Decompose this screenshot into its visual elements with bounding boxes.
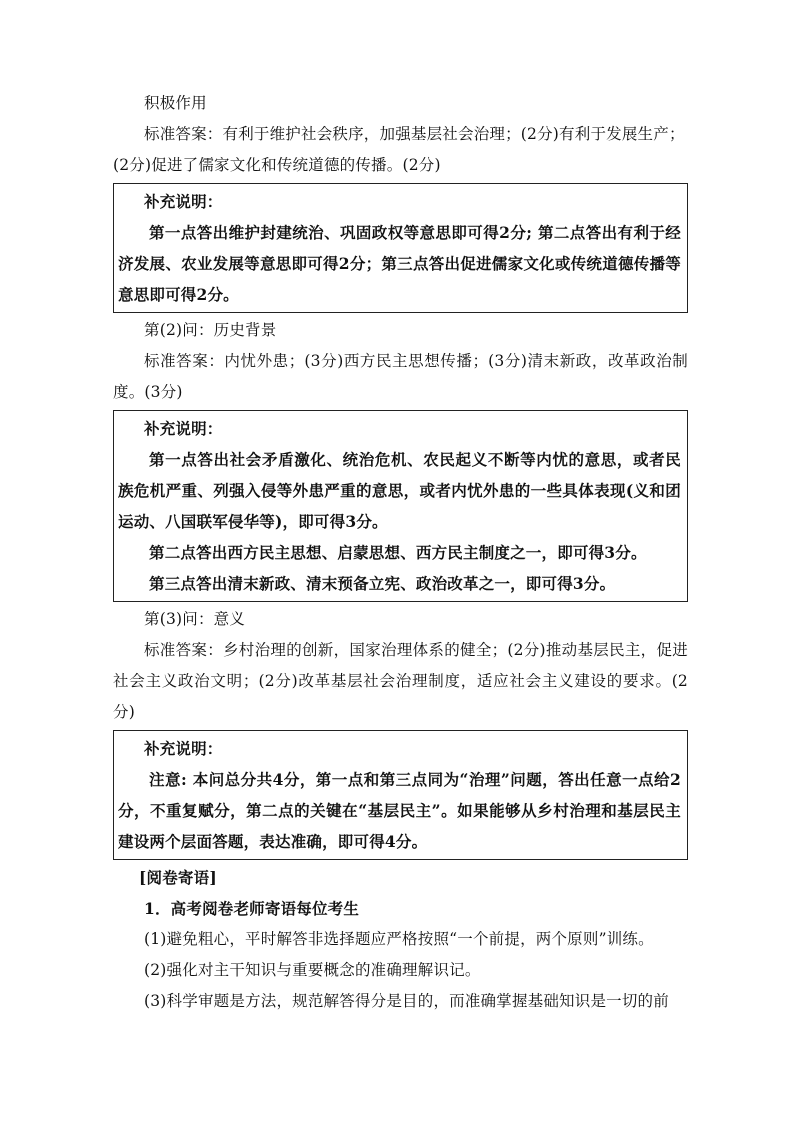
part1-note-box xyxy=(113,183,688,313)
part2-note-p2: 第二点答出西方民主思想、启蒙思想、西方民主制度之一，即可得3分。 xyxy=(149,543,647,562)
part3-heading: 第(3)问：意义 xyxy=(144,610,246,628)
part2-heading: 第(2)问：历史背景 xyxy=(144,321,277,339)
part1-answer-line1: 标准答案：有利于维护社会秩序，加强基层社会治理；(2分)有利于发展生产； xyxy=(144,125,685,143)
reviewer-section-label: [阅卷寄语] xyxy=(139,868,217,887)
reviewer-s3: (3)科学审题是方法，规范解答得分是目的，而准确掌握基础知识是一切的前 xyxy=(144,992,669,1010)
part1-heading: 积极作用 xyxy=(144,94,207,112)
document-page xyxy=(113,88,688,1017)
part1-note-title: 补充说明： xyxy=(144,192,223,211)
reviewer-s1: (1)避免粗心，平时解答非选择题应严格按照“一个前提，两个原则”训练。 xyxy=(144,930,654,948)
part2-note-title: 补充说明： xyxy=(144,419,223,438)
part3-note-text: 注意: 本问总分共4分，第一点和第三点同为“治理”问题，答出任意一点给2分，不重复赋分，第二点的关键在“基层民主”。如果能够从乡村治理和基层民主建设两个层面答题，表达准确，即可得4分。 xyxy=(118,770,681,851)
part2-answer: 标准答案：内忧外患；(3分)西方民主思想传播；(3分)清末新政，改革政治制度。(3分) xyxy=(113,352,688,401)
part3-note-title: 补充说明： xyxy=(144,739,223,758)
part2-note-p1: 第一点答出社会矛盾激化、统治危机、农民起义不断等内忧的意思，或者民族危机严重、列强入侵等外患严重的意思，或者内忧外患的一些具体表现(义和团运动、八国联军侵华等)，即可得3分。 xyxy=(118,450,681,531)
part1-note-text: 第一点答出维护封建统治、巩固政权等意思即可得2分; 第二点答出有利于经济发展、农业发展等意思即可得2分；第三点答出促进儒家文化或传统道德传播等意思即可得2分。 xyxy=(118,223,681,304)
part3-note-box xyxy=(113,730,688,860)
part2-note-box xyxy=(113,410,688,602)
reviewer-item1: 1．高考阅卷老师寄语每位考生 xyxy=(144,899,360,918)
reviewer-s2: (2)强化对主干知识与重要概念的准确理解识记。 xyxy=(144,961,481,979)
part1-answer-line2: (2分)促进了儒家文化和传统道德的传播。(2分) xyxy=(113,156,441,174)
part2-note-p3: 第三点答出清末新政、清末预备立宪、政治改革之一，即可得3分。 xyxy=(149,574,616,593)
part3-answer: 标准答案：乡村治理的创新，国家治理体系的健全；(2分)推动基层民主，促进社会主义政治文明；(2分)改革基层社会治理制度，适应社会主义建设的要求。(2分) xyxy=(113,641,688,721)
